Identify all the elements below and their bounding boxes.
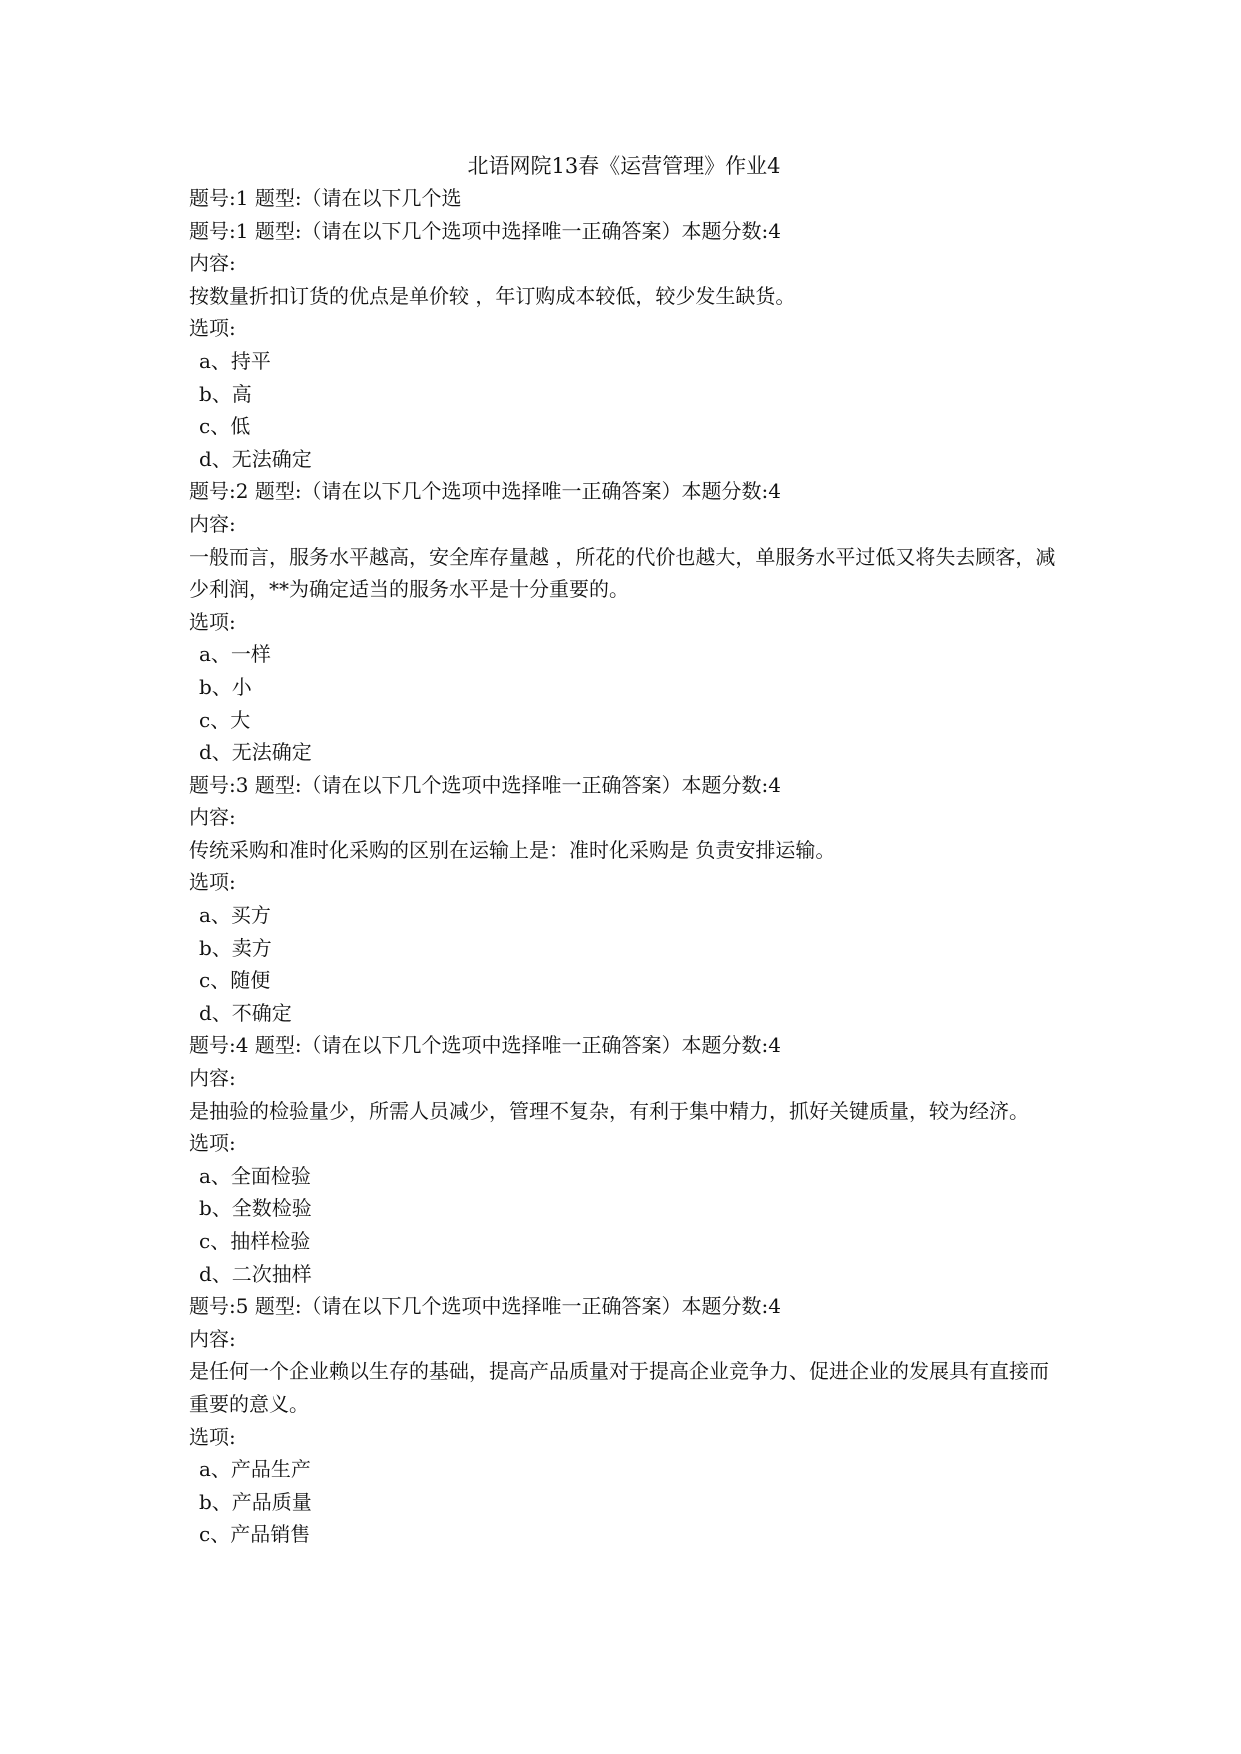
option-c: c、产品销售 [199,1522,311,1547]
question-4 [189,1029,1059,1290]
question-header: 题号:3 题型:（请在以下几个选项中选择唯一正确答案）本题分数:4 [189,772,782,797]
option-a: a、全面检验 [199,1163,311,1188]
options-label: 选项: [189,609,236,634]
option-b: b、全数检验 [199,1196,312,1221]
content-label: 内容: [189,805,236,830]
content-label: 内容: [189,511,236,536]
question-header: 题号:1 题型:（请在以下几个选项中选择唯一正确答案）本题分数:4 [189,218,782,243]
option-c: c、低 [199,414,251,439]
question-1 [189,215,1059,476]
question-content: 是抽验的检验量少，所需人员减少，管理不复杂，有利于集中精力，抓好关键质量，较为经济。 [189,1098,1029,1123]
question-header: 题号:5 题型:（请在以下几个选项中选择唯一正确答案）本题分数:4 [189,1294,782,1319]
question-5 [189,1290,1059,1551]
option-d: d、二次抽样 [199,1261,312,1286]
option-d: d、无法确定 [199,446,312,471]
content-label: 内容: [189,1066,236,1091]
content-label: 内容: [189,1326,236,1351]
option-a: a、产品生产 [199,1457,311,1482]
option-d: d、无法确定 [199,740,312,765]
document-page [189,150,1059,1551]
document-title: 北语网院13春《运营管理》作业4 [467,154,781,178]
option-c: c、随便 [199,968,271,993]
option-c: c、抽样检验 [199,1229,311,1253]
options-label: 选项: [189,870,236,895]
question-content: 是任何一个企业赖以生存的基础，提高产品质量对于提高企业竞争力、促进企业的发展具有直接而重要的意义。 [189,1359,1049,1416]
option-b: b、高 [199,381,252,406]
option-a: a、一样 [199,642,271,667]
question-header: 题号:4 题型:（请在以下几个选项中选择唯一正确答案）本题分数:4 [189,1033,782,1058]
option-a: a、买方 [199,903,271,928]
question-content: 一般而言，服务水平越高，安全库存量越 ，所花的代价也越大，单服务水平过低又将失去顾客，减少利润，**为确定适当的服务水平是十分重要的。 [189,544,1056,602]
options-label: 选项: [189,1424,236,1449]
option-b: b、卖方 [199,935,272,960]
content-label: 内容: [189,251,236,276]
option-b: b、小 [199,674,252,699]
question-2 [189,475,1059,768]
truncated-header-fragment: 题号:1 题型:（请在以下几个选 [189,186,462,210]
options-label: 选项: [189,1131,236,1156]
options-label: 选项: [189,316,236,341]
option-b: b、产品质量 [199,1489,312,1514]
option-c: c、大 [199,707,251,732]
option-a: a、持平 [199,348,271,373]
question-content: 按数量折扣订货的优点是单价较 ，年订购成本较低，较少发生缺货。 [189,283,796,308]
question-header: 题号:2 题型:（请在以下几个选项中选择唯一正确答案）本题分数:4 [189,479,782,504]
question-3 [189,769,1059,1030]
option-d: d、不确定 [199,1000,292,1025]
question-content: 传统采购和准时化采购的区别在运输上是：准时化采购是 负责安排运输。 [189,837,836,862]
